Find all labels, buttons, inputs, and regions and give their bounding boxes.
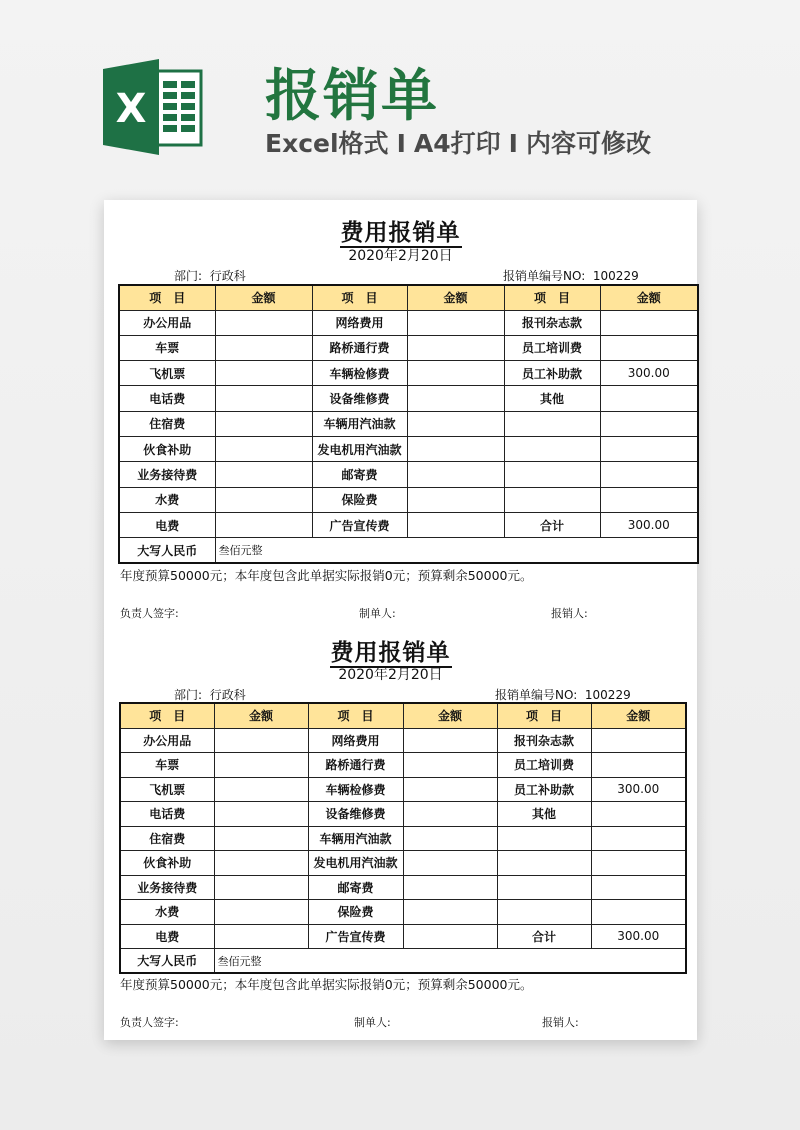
form-date: 2020年2月20日 [348, 248, 453, 264]
amount-cell[interactable] [403, 753, 497, 778]
table-row [120, 777, 686, 802]
item-label: 电费 [119, 512, 215, 537]
amount-cell[interactable] [591, 875, 686, 900]
amount-cell[interactable] [591, 826, 686, 851]
amount-cell[interactable] [403, 900, 497, 925]
amount-cell[interactable] [600, 310, 698, 335]
amount-cell[interactable] [407, 487, 504, 512]
amount-cell[interactable] [214, 900, 308, 925]
item-label: 车辆用汽油款 [312, 411, 407, 436]
form-date: 2020年2月20日 [338, 667, 443, 683]
item-label: 办公用品 [119, 310, 215, 335]
item-label [497, 875, 591, 900]
amount-cell[interactable] [591, 802, 686, 827]
amount-cell[interactable] [403, 777, 497, 802]
amount-cell[interactable] [591, 728, 686, 753]
header-amount: 金额 [215, 285, 312, 310]
amount-cell[interactable] [600, 335, 698, 360]
amount-cell[interactable] [403, 826, 497, 851]
item-label: 广告宣传费 [308, 924, 403, 949]
header-amount: 金额 [600, 285, 698, 310]
item-label: 电费 [120, 924, 214, 949]
manager-signature[interactable]: 负责人签字: [120, 607, 179, 620]
amount-cell[interactable] [214, 875, 308, 900]
claimant-signature[interactable]: 报销人: [542, 1016, 579, 1029]
banner-subtitle: Excel格式 I A4打印 I 内容可修改 [265, 129, 651, 158]
item-label [504, 462, 600, 487]
amount-cell[interactable] [407, 436, 504, 461]
amount-cell[interactable] [403, 851, 497, 876]
department-field: 部门: 行政科 [174, 688, 246, 702]
amount-cell[interactable]: 300.00 [600, 361, 698, 386]
item-label: 业务接待费 [120, 875, 214, 900]
amount-cell[interactable] [214, 851, 308, 876]
table-row [120, 826, 686, 851]
header-item: 项 目 [308, 703, 403, 728]
department-field: 部门: 行政科 [174, 269, 246, 283]
item-label [504, 411, 600, 436]
table-row [120, 753, 686, 778]
table-row [119, 487, 698, 512]
item-label: 车辆用汽油款 [308, 826, 403, 851]
amount-cell[interactable] [407, 335, 504, 360]
item-label: 伙食补助 [120, 851, 214, 876]
form-number-field: 报销单编号NO: 100229 [503, 269, 639, 283]
header-item: 项 目 [120, 703, 214, 728]
amount-cell[interactable] [407, 361, 504, 386]
item-label: 业务接待费 [119, 462, 215, 487]
item-label [497, 900, 591, 925]
table-row [120, 802, 686, 827]
table-row [119, 462, 698, 487]
amount-cell[interactable] [600, 487, 698, 512]
item-label [497, 826, 591, 851]
amount-cell[interactable] [600, 386, 698, 411]
header-amount: 金额 [591, 703, 686, 728]
amount-cell[interactable] [600, 462, 698, 487]
item-label: 发电机用汽油款 [308, 851, 403, 876]
amount-cell[interactable] [403, 924, 497, 949]
amount-cell[interactable]: 300.00 [591, 777, 686, 802]
expense-table [119, 702, 687, 974]
amount-cell[interactable] [215, 335, 312, 360]
form-number-field: 报销单编号NO: 100229 [495, 688, 631, 702]
total-amount[interactable]: 300.00 [591, 924, 686, 949]
item-label: 其他 [497, 802, 591, 827]
form-title: 费用报销单 [340, 220, 461, 246]
item-label: 住宿费 [119, 411, 215, 436]
item-label: 住宿费 [120, 826, 214, 851]
item-label: 电话费 [119, 386, 215, 411]
item-label: 车辆检修费 [312, 361, 407, 386]
budget-note: 年度预算50000元；本年度包含此单据实际报销0元；预算剩余50000元。 [120, 977, 533, 992]
header-item: 项 目 [312, 285, 407, 310]
capital-label: 大写人民币 [119, 538, 215, 563]
table-row-total [120, 924, 686, 949]
amount-cell[interactable] [214, 728, 308, 753]
item-label: 发电机用汽油款 [312, 436, 407, 461]
amount-cell[interactable] [215, 436, 312, 461]
table-row [119, 411, 698, 436]
item-label: 水费 [119, 487, 215, 512]
item-label: 邮寄费 [308, 875, 403, 900]
item-label: 电话费 [120, 802, 214, 827]
table-header-row [119, 285, 698, 310]
amount-cell[interactable] [215, 487, 312, 512]
amount-cell[interactable] [214, 753, 308, 778]
total-amount[interactable]: 300.00 [600, 512, 698, 537]
amount-cell[interactable] [407, 310, 504, 335]
item-label: 设备维修费 [312, 386, 407, 411]
total-label: 合计 [497, 924, 591, 949]
header-item: 项 目 [504, 285, 600, 310]
table-row [119, 335, 698, 360]
item-label: 广告宣传费 [312, 512, 407, 537]
table-row [119, 361, 698, 386]
table-row [120, 900, 686, 925]
preparer-signature[interactable]: 制单人: [359, 607, 396, 620]
item-label [504, 487, 600, 512]
item-label: 其他 [504, 386, 600, 411]
capital-label: 大写人民币 [120, 949, 214, 974]
excel-logo-icon [103, 59, 203, 155]
amount-cell[interactable] [591, 753, 686, 778]
item-label: 车票 [120, 753, 214, 778]
header-item: 项 目 [119, 285, 215, 310]
item-label: 车辆检修费 [308, 777, 403, 802]
amount-cell[interactable] [215, 411, 312, 436]
banner-title: 报销单 [265, 64, 439, 129]
table-row [120, 851, 686, 876]
amount-cell[interactable] [403, 875, 497, 900]
amount-cell[interactable] [214, 777, 308, 802]
amount-cell[interactable] [407, 386, 504, 411]
item-label [497, 851, 591, 876]
table-row [120, 728, 686, 753]
header-item: 项 目 [497, 703, 591, 728]
item-label: 伙食补助 [119, 436, 215, 461]
item-label [504, 436, 600, 461]
amount-cell[interactable] [214, 924, 308, 949]
amount-cell[interactable] [407, 462, 504, 487]
item-label: 员工培训费 [504, 335, 600, 360]
manager-signature[interactable]: 负责人签字: [120, 1016, 179, 1029]
table-row [120, 875, 686, 900]
item-label: 员工补助款 [504, 361, 600, 386]
amount-cell[interactable] [600, 411, 698, 436]
item-label: 水费 [120, 900, 214, 925]
item-label: 办公用品 [120, 728, 214, 753]
item-label: 路桥通行费 [308, 753, 403, 778]
item-label: 员工培训费 [497, 753, 591, 778]
total-label: 合计 [504, 512, 600, 537]
budget-note: 年度预算50000元；本年度包含此单据实际报销0元；预算剩余50000元。 [120, 568, 533, 583]
amount-cell[interactable] [215, 361, 312, 386]
header-amount: 金额 [214, 703, 308, 728]
item-label: 报刊杂志款 [504, 310, 600, 335]
amount-cell[interactable] [600, 436, 698, 461]
svg-text:X: X [115, 86, 147, 132]
header-amount: 金额 [403, 703, 497, 728]
document-page [104, 200, 697, 1040]
item-label: 网络费用 [312, 310, 407, 335]
table-row [119, 436, 698, 461]
capital-amount-row [119, 538, 698, 563]
item-label: 保险费 [308, 900, 403, 925]
capital-value[interactable]: 叁佰元整 [214, 949, 686, 974]
item-label: 车票 [119, 335, 215, 360]
amount-cell[interactable] [215, 462, 312, 487]
amount-cell[interactable] [407, 411, 504, 436]
item-label: 保险费 [312, 487, 407, 512]
amount-cell[interactable] [215, 310, 312, 335]
amount-cell[interactable] [591, 900, 686, 925]
item-label: 网络费用 [308, 728, 403, 753]
table-row [119, 386, 698, 411]
table-header-row [120, 703, 686, 728]
form-title: 费用报销单 [330, 640, 451, 666]
amount-cell[interactable] [214, 826, 308, 851]
capital-amount-row [120, 949, 686, 974]
item-label: 员工补助款 [497, 777, 591, 802]
table-row-total [119, 512, 698, 537]
amount-cell[interactable] [407, 512, 504, 537]
preparer-signature[interactable]: 制单人: [354, 1016, 391, 1029]
claimant-signature[interactable]: 报销人: [551, 607, 588, 620]
item-label: 邮寄费 [312, 462, 407, 487]
item-label: 飞机票 [119, 361, 215, 386]
item-label: 路桥通行费 [312, 335, 407, 360]
amount-cell[interactable] [215, 386, 312, 411]
header-amount: 金额 [407, 285, 504, 310]
amount-cell[interactable] [214, 802, 308, 827]
amount-cell[interactable] [403, 728, 497, 753]
item-label: 报刊杂志款 [497, 728, 591, 753]
expense-table [118, 284, 699, 564]
item-label: 飞机票 [120, 777, 214, 802]
amount-cell[interactable] [215, 512, 312, 537]
amount-cell[interactable] [403, 802, 497, 827]
table-row [119, 310, 698, 335]
item-label: 设备维修费 [308, 802, 403, 827]
capital-value[interactable]: 叁佰元整 [215, 538, 698, 563]
amount-cell[interactable] [591, 851, 686, 876]
